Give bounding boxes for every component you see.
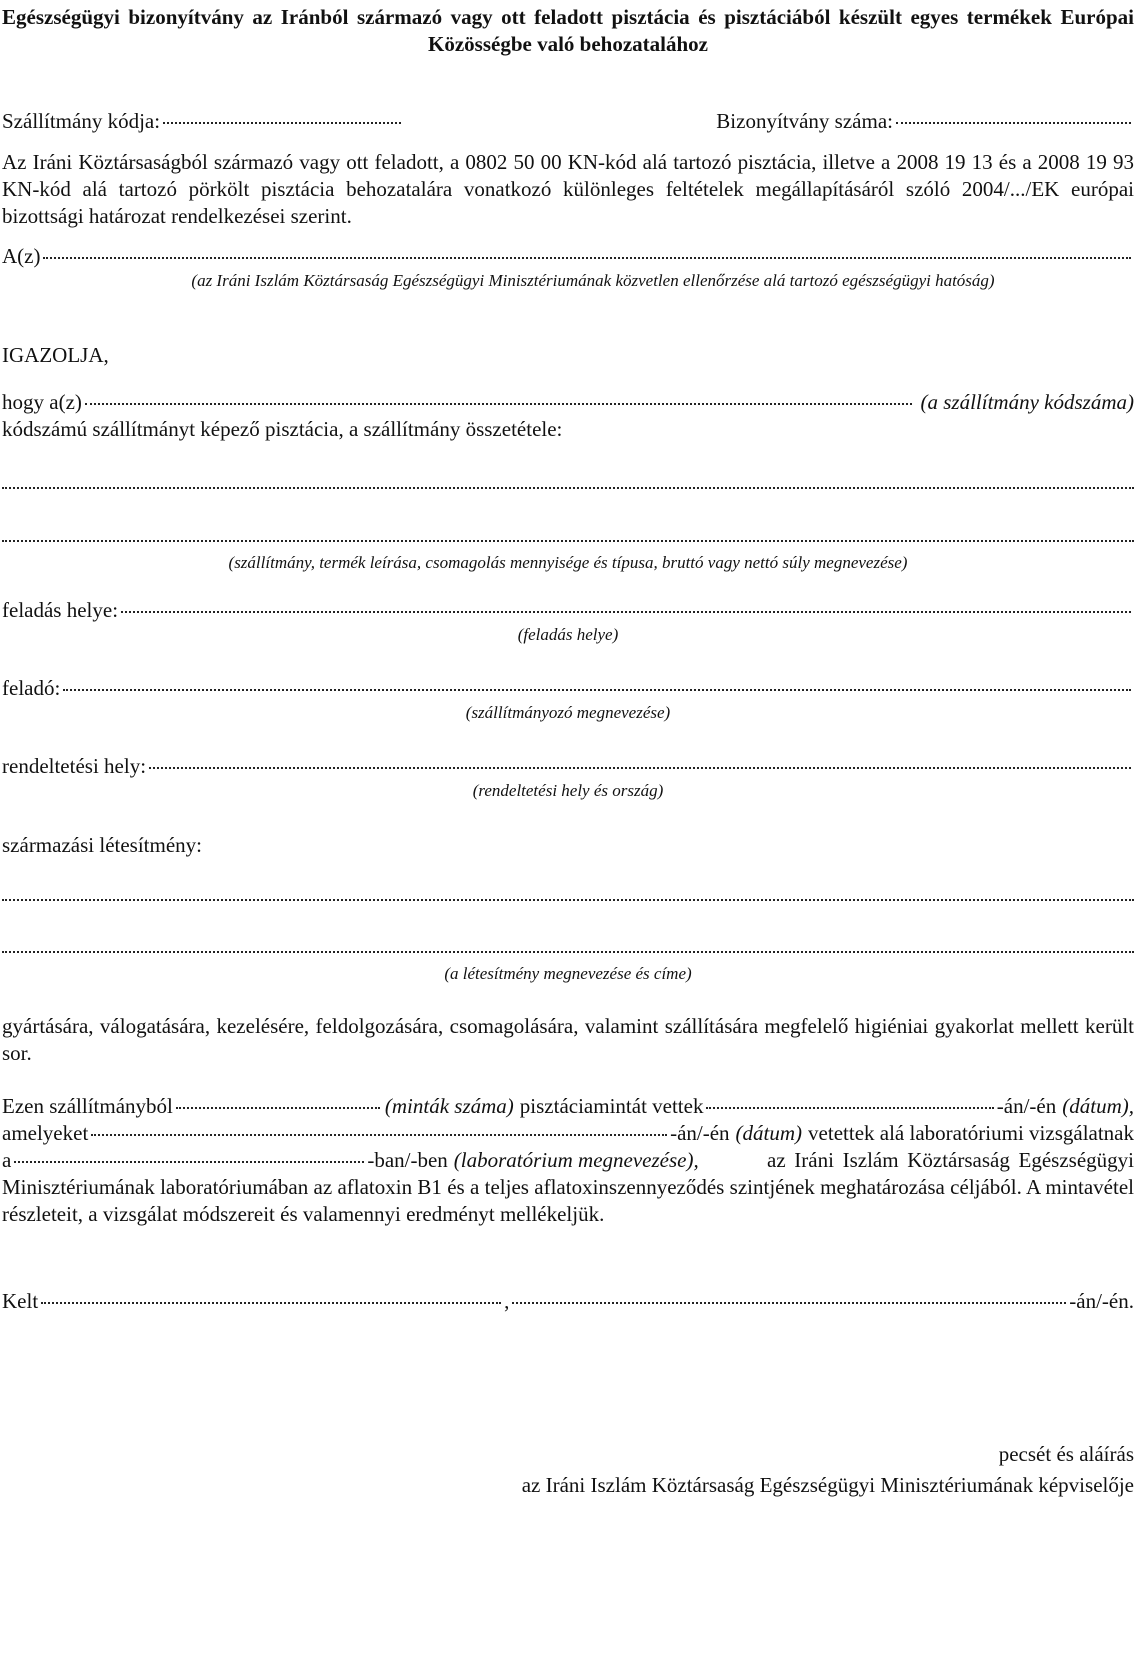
intro-paragraph: Az Iráni Köztársaságból származó vagy ott feladott, a 0802 50 00 KN-kód alá tartozó pisztácia, illetve a 2008 19 13 és a 2008 19 93 KN-kód alá tartozó pörkölt pisztácia behozatalára vonatkozó különleges feltételek megállapításáról szóló 2004/.../EK európai bizottsági határozat rendelkezései szerint. [2,150,1134,228]
sampling-paragraph [2,1093,1134,1228]
dated-row [2,1288,1134,1315]
authority-row [2,243,1134,270]
sender-row [2,675,1134,702]
sampling-line-2 [2,1120,1134,1147]
shipment-code-field[interactable] [163,122,401,124]
samples-count-field[interactable] [176,1107,380,1109]
that-label: hogy a(z) [2,390,82,414]
dispatch-place-field[interactable] [121,611,1131,613]
destination-label: rendeltetési hely: [2,754,147,778]
sender-label: feladó: [2,676,61,700]
certificate-document [2,4,1134,1499]
that-caption: (a szállítmány kódszáma) [920,390,1134,414]
lab-test-date-caption: (dátum) [735,1121,803,1145]
destination-caption: (rendeltetési hely és ország) [472,781,664,800]
origin-facility-label: származási létesítmény: [2,833,203,857]
authority-caption: (az Iráni Iszlám Köztársaság Egészségügyi Minisztériumának közvetlen ellenőrzése alá tartozó egészségügyi hatóság) [191,271,995,290]
sampling-text-5: a [2,1148,12,1172]
sampling-line-1 [2,1093,1134,1120]
representative-label: az Iráni Iszlám Köztársaság Egészségügyi Minisztériumának képviselője [521,1473,1134,1497]
sampling-text-3: amelyeket [2,1121,89,1145]
dated-place-field[interactable] [41,1302,501,1304]
sampling-text-1: Ezen szállítmányból [2,1094,173,1118]
dated-suffix: -án/-én. [1069,1289,1134,1313]
sender-caption: (szállítmányozó megnevezése) [465,703,671,722]
hygiene-paragraph: gyártására, válogatására, kezelésére, feldolgozására, csomagolására, valamint szállítására megfelelő higiéniai gyakorlat mellett került sor. [2,1014,1134,1065]
dispatch-place-row [2,597,1134,624]
certificate-number-field[interactable] [896,122,1131,124]
authority-field[interactable] [43,257,1131,259]
dispatch-place-label: feladás helye: [2,598,119,622]
origin-facility-caption: (a létesítmény megnevezése és címe) [444,964,692,983]
sampling-text-4: vetettek alá laboratóriumi vizsgálatnak [808,1121,1134,1145]
dated-date-field[interactable] [512,1302,1066,1304]
sampling-text-6: az Iráni Iszlám Köztársaság Egészségügyi Minisztériumának laboratóriumában az aflatoxin B1 és a teljes aflatoxinszennyeződés szintjének meghatározása céljából. A mintavétel részleteit, a vizsgálat módszereit és valamennyi eredményt mellékeljük. [2,1148,1134,1226]
destination-field[interactable] [149,767,1131,769]
lab-test-date-field[interactable] [91,1134,667,1136]
sampling-suffix-3: -ban/-ben [367,1148,448,1172]
header-fields-row [2,108,1134,135]
sampling-date-field[interactable] [706,1107,993,1109]
dispatch-place-caption: (feladás helye) [517,625,619,644]
lab-name-field[interactable] [14,1161,364,1163]
sender-field[interactable] [63,689,1131,691]
composition-text: kódszámú szállítmányt képező pisztácia, a szállítmány összetétele: [2,417,563,441]
certifies-heading: IGAZOLJA, [2,343,109,367]
sampling-suffix-2: -án/-én [670,1121,730,1145]
that-row [2,389,1134,416]
lab-name-caption: (laboratórium megnevezése), [453,1148,699,1172]
certificate-number-label: Bizonyítvány száma: [716,109,893,133]
document-title: Egészségügyi bizonyítvány az Iránból származó vagy ott feladott pisztácia és pisztáciából készült egyes termékek Európai Közösségbe való behozatalához [2,5,1134,56]
dated-label: Kelt [2,1289,39,1313]
dated-comma: , [504,1289,510,1313]
samples-count-caption: (minták száma) [384,1094,514,1118]
sampling-suffix-1: -án/-én [996,1094,1057,1118]
stamp-signature-label: pecsét és aláírás [998,1442,1134,1466]
authority-label: A(z) [2,244,41,268]
shipment-code-label: Szállítmány kódja: [2,109,161,133]
sampling-text-2: pisztáciamintát vettek [519,1094,704,1118]
shipment-code-number-field[interactable] [85,403,912,405]
composition-caption: (szállítmány, termék leírása, csomagolás mennyisége és típusa, bruttó vagy nettó súly megnevezése) [228,553,908,572]
sampling-date-caption: (dátum), [1062,1094,1134,1118]
destination-row [2,753,1134,780]
